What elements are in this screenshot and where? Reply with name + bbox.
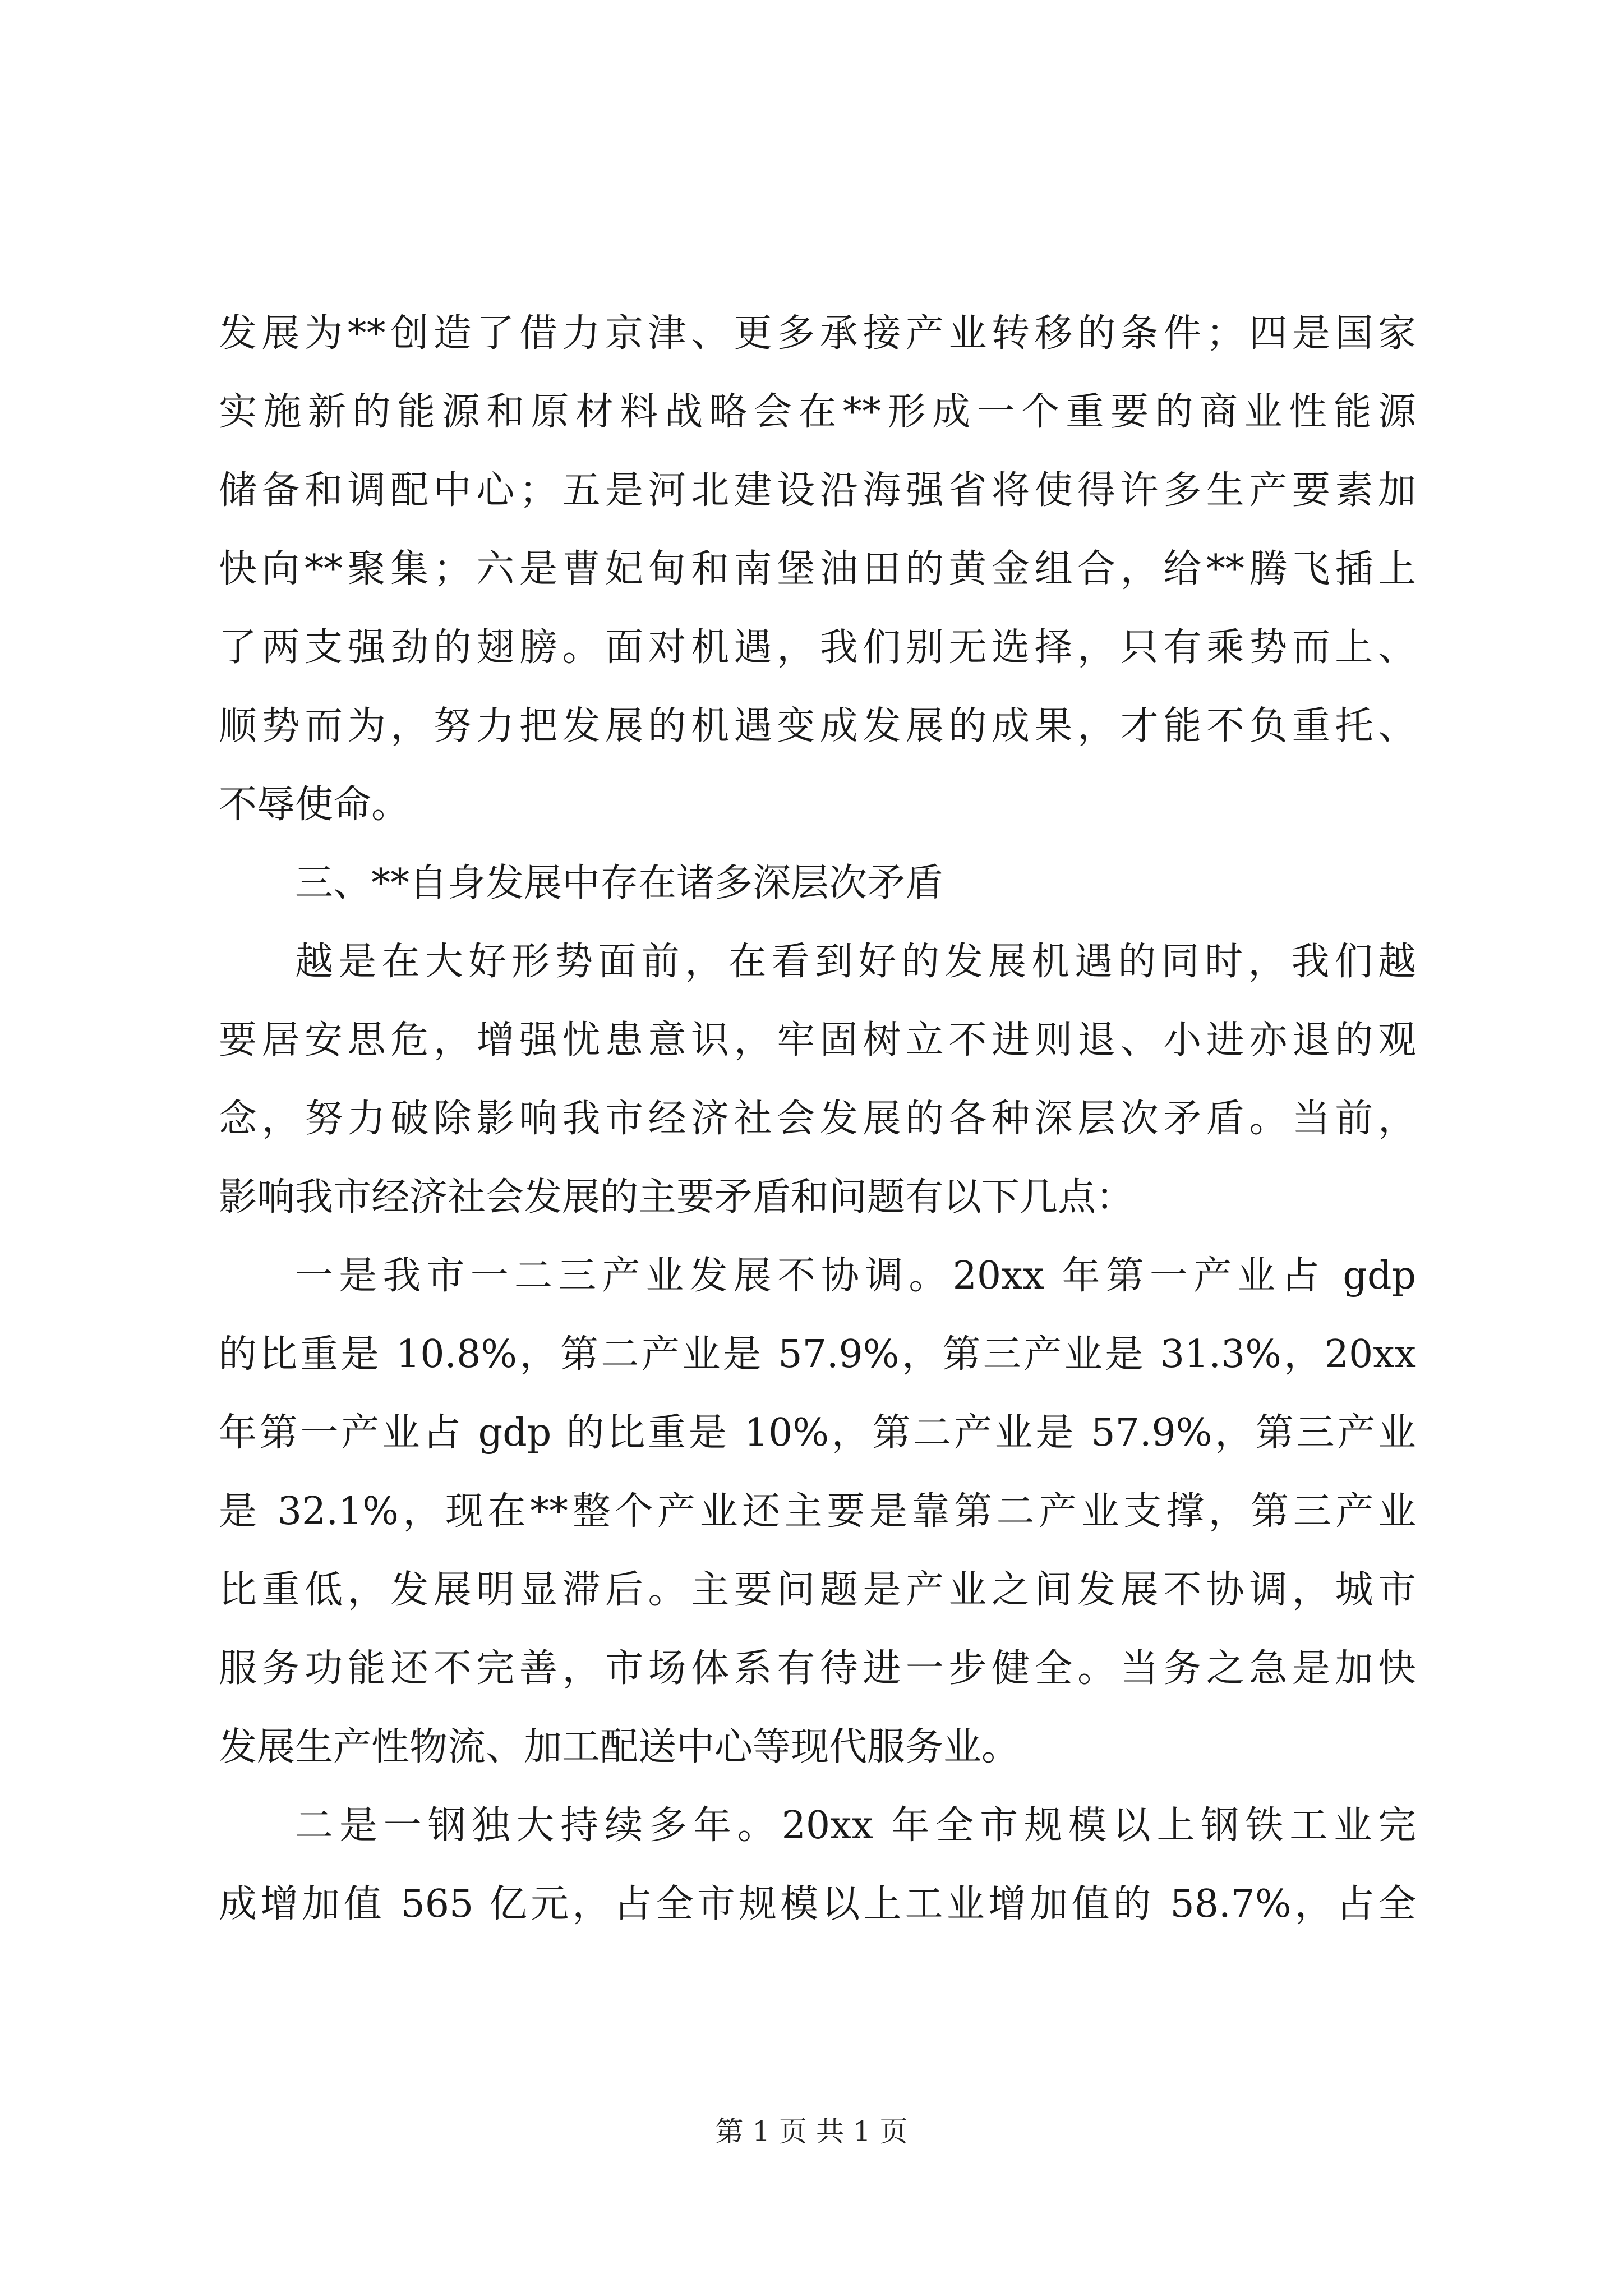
text-line: 一是我市一二三产业发展不协调。20xx 年第一产业占 gdp [295,1254,1416,1298]
text-line: 快向**聚集；六是曹妃甸和南堡油田的黄金组合，给**腾飞插上 [219,547,1416,591]
text-line: 成增加值 565 亿元，占全市规模以上工业增加值的 58.7%，占全 [219,1882,1416,1926]
text-line: 是 32.1%，现在**整个产业还主要是靠第二产业支撑，第三产业 [219,1489,1416,1534]
text-line: 顺势而为，努力把发展的机遇变成发展的成果，才能不负重托、 [219,704,1416,748]
text-line: 服务功能还不完善，市场体系有待进一步健全。当务之急是加快 [219,1646,1416,1691]
text-line: 要居安思危，增强忧患意识，牢固树立不进则退、小进亦退的观 [219,1018,1416,1062]
text-line: 三、**自身发展中存在诸多深层次矛盾 [295,861,944,905]
text-line: 二是一钢独大持续多年。20xx 年全市规模以上钢铁工业完 [295,1803,1416,1848]
text-line: 储备和调配中心；五是河北建设沿海强省将使得许多生产要素加 [219,468,1416,513]
text-line: 不辱使命。 [219,783,410,827]
text-line: 比重低，发展明显滞后。主要问题是产业之间发展不协调，城市 [219,1568,1416,1612]
text-line: 发展生产性物流、加工配送中心等现代服务业。 [219,1725,1020,1769]
text-line: 年第一产业占 gdp 的比重是 10%，第二产业是 57.9%，第三产业 [219,1411,1416,1455]
text-line: 念，努力破除影响我市经济社会发展的各种深层次矛盾。当前， [219,1097,1416,1141]
text-line: 越是在大好形势面前，在看到好的发展机遇的同时，我们越 [295,940,1416,984]
text-line: 发展为**创造了借力京津、更多承接产业转移的条件；四是国家 [219,311,1416,356]
text-line: 影响我市经济社会发展的主要矛盾和问题有以下几点： [219,1175,1135,1220]
document-body [219,295,1416,1944]
text-line: 实施新的能源和原材料战略会在**形成一个重要的商业性能源 [219,390,1416,434]
text-line: 了两支强劲的翅膀。面对机遇，我们别无选择，只有乘势而上、 [219,625,1416,670]
page-footer: 第 1 页 共 1 页 [715,2115,908,2148]
text-line: 的比重是 10.8%，第二产业是 57.9%，第三产业是 31.3%，20xx [219,1332,1416,1377]
